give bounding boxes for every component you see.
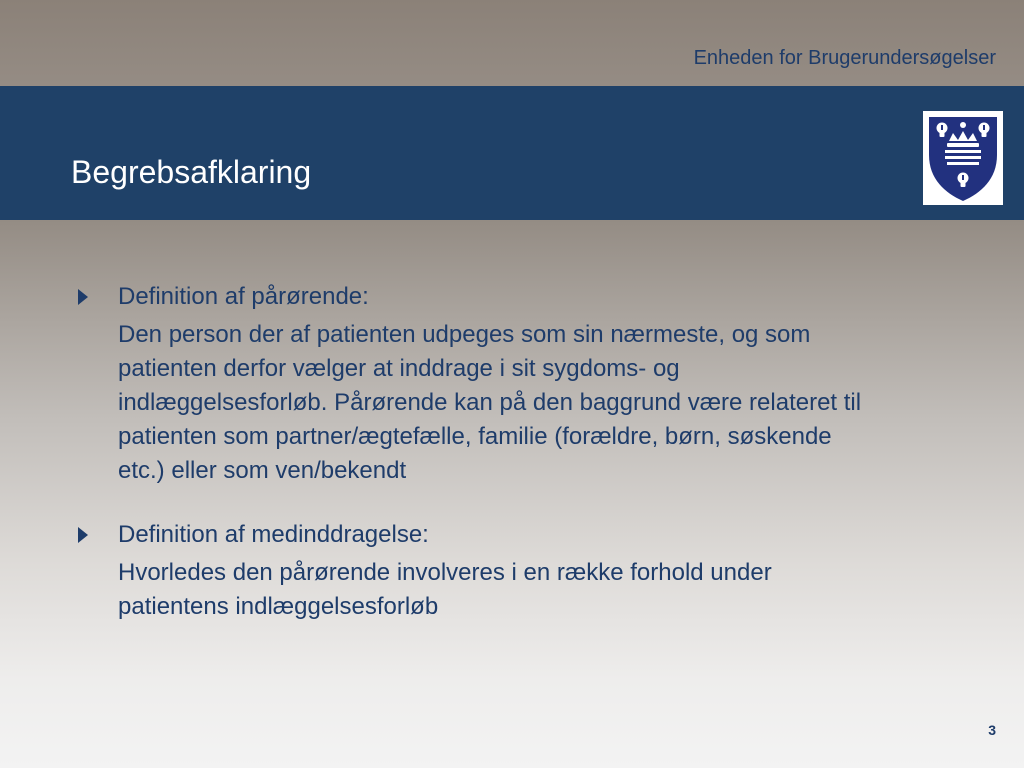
triangle-bullet-icon (78, 527, 88, 543)
slide-content (78, 280, 868, 624)
bullet-heading: Definition af pårørende: (118, 283, 369, 310)
header-band (0, 0, 1024, 86)
bullet-heading: Definition af medinddragelse: (118, 521, 429, 548)
triangle-bullet-icon (78, 289, 88, 305)
bullet-item (78, 518, 868, 624)
crowns-shield-logo-icon (923, 111, 1003, 205)
organization-name: Enheden for Brugerundersøgelser (693, 47, 996, 69)
slide-title: Begrebsafklaring (71, 154, 312, 190)
bullet-body: Hvorledes den pårørende involveres i en række forhold under patientens indlæggelsesforløb (118, 559, 772, 620)
title-bar (0, 86, 1024, 220)
page-number: 3 (988, 722, 996, 738)
bullet-item (78, 280, 868, 488)
bullet-body: Den person der af patienten udpeges som sin nærmeste, og som patienten derfor vælger at inddrage i sit sygdoms- og indlæggelsesforløb. Pårørende kan på den baggrund være relateret til patienten som partner/ægtefælle, familie (forældre, børn, søskende etc.) eller som ven/bekendt (118, 321, 862, 484)
